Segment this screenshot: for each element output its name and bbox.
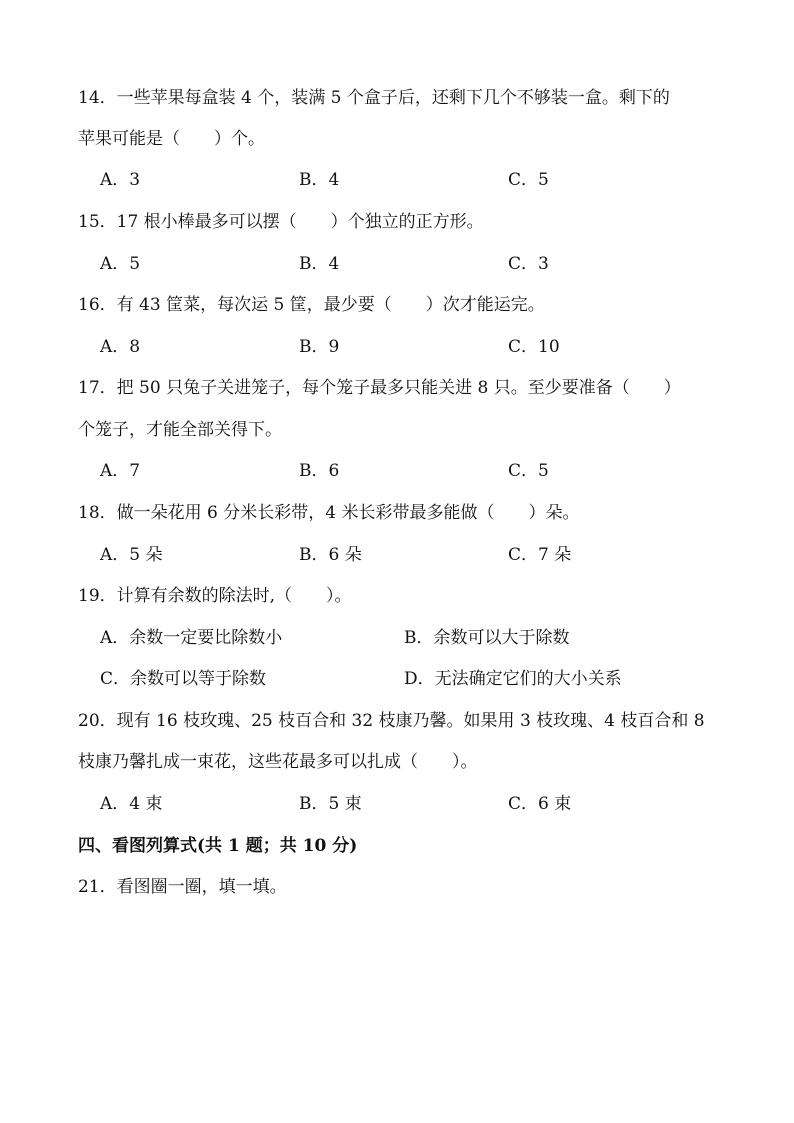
option-a: A．余数一定要比除数小 bbox=[100, 628, 283, 648]
option-b: B．6 bbox=[299, 461, 340, 481]
question-14-options bbox=[100, 168, 754, 192]
section-4-heading: 四、看图列算式(共 1 题；共 10 分) bbox=[78, 836, 358, 856]
option-a: A．5 bbox=[100, 254, 141, 274]
option-c: C．余数可以等于除数 bbox=[100, 669, 267, 689]
question-18-options bbox=[100, 543, 754, 567]
option-d: D．无法确定它们的大小关系 bbox=[404, 669, 622, 689]
option-a: A．3 bbox=[100, 170, 141, 190]
option-c: C．5 bbox=[508, 170, 549, 190]
question-20-line-1: 20．现有 16 枝玫瑰、25 枝百合和 32 枝康乃馨。如果用 3 枝玫瑰、4 枝百合和 8 bbox=[78, 711, 705, 731]
option-a: A．4 束 bbox=[100, 794, 163, 814]
option-c: C．3 bbox=[508, 254, 549, 274]
question-19-line-1: 19．计算有余数的除法时,（ ）。 bbox=[78, 586, 352, 606]
question-14-line-1: 14．一些苹果每盒装 4 个，装满 5 个盒子后，还剩下几个不够装一盒。剩下的 bbox=[78, 88, 670, 108]
option-c: C．5 bbox=[508, 461, 549, 481]
question-21-line-1: 21．看图圈一圈，填一填。 bbox=[78, 877, 287, 897]
question-19-options-row-1 bbox=[100, 626, 754, 650]
option-c: C．7 朵 bbox=[508, 545, 572, 565]
option-a: A．7 bbox=[100, 461, 141, 481]
option-a: A．8 bbox=[100, 337, 141, 357]
question-17-line-2: 个笼子，才能全部关得下。 bbox=[78, 420, 282, 440]
question-17-line-1: 17．把 50 只兔子关进笼子，每个笼子最多只能关进 8 只。至少要准备（ ） bbox=[78, 378, 681, 398]
question-20-options bbox=[100, 792, 754, 816]
option-b: B．余数可以大于除数 bbox=[404, 628, 570, 648]
question-16-options bbox=[100, 335, 754, 359]
question-19-options-row-2 bbox=[100, 667, 754, 691]
question-18-line-1: 18．做一朵花用 6 分米长彩带，4 米长彩带最多能做（ ）朵。 bbox=[78, 503, 580, 523]
option-b: B．9 bbox=[299, 337, 340, 357]
question-16-line-1: 16．有 43 筐菜，每次运 5 筐，最少要（ ）次才能运完。 bbox=[78, 295, 545, 315]
option-c: C．6 束 bbox=[508, 794, 572, 814]
question-15-line-1: 15．17 根小棒最多可以摆（ ）个独立的正方形。 bbox=[78, 212, 484, 232]
option-b: B．5 束 bbox=[299, 794, 362, 814]
option-c: C．10 bbox=[508, 337, 560, 357]
option-b: B．6 朵 bbox=[299, 545, 362, 565]
question-15-options bbox=[100, 252, 754, 276]
question-20-line-2: 枝康乃馨扎成一束花，这些花最多可以扎成（ ）。 bbox=[78, 752, 478, 772]
question-17-options bbox=[100, 459, 754, 483]
option-b: B．4 bbox=[299, 254, 340, 274]
option-b: B．4 bbox=[299, 170, 340, 190]
option-a: A．5 朵 bbox=[100, 545, 163, 565]
question-14-line-2: 苹果可能是（ ）个。 bbox=[78, 129, 265, 149]
